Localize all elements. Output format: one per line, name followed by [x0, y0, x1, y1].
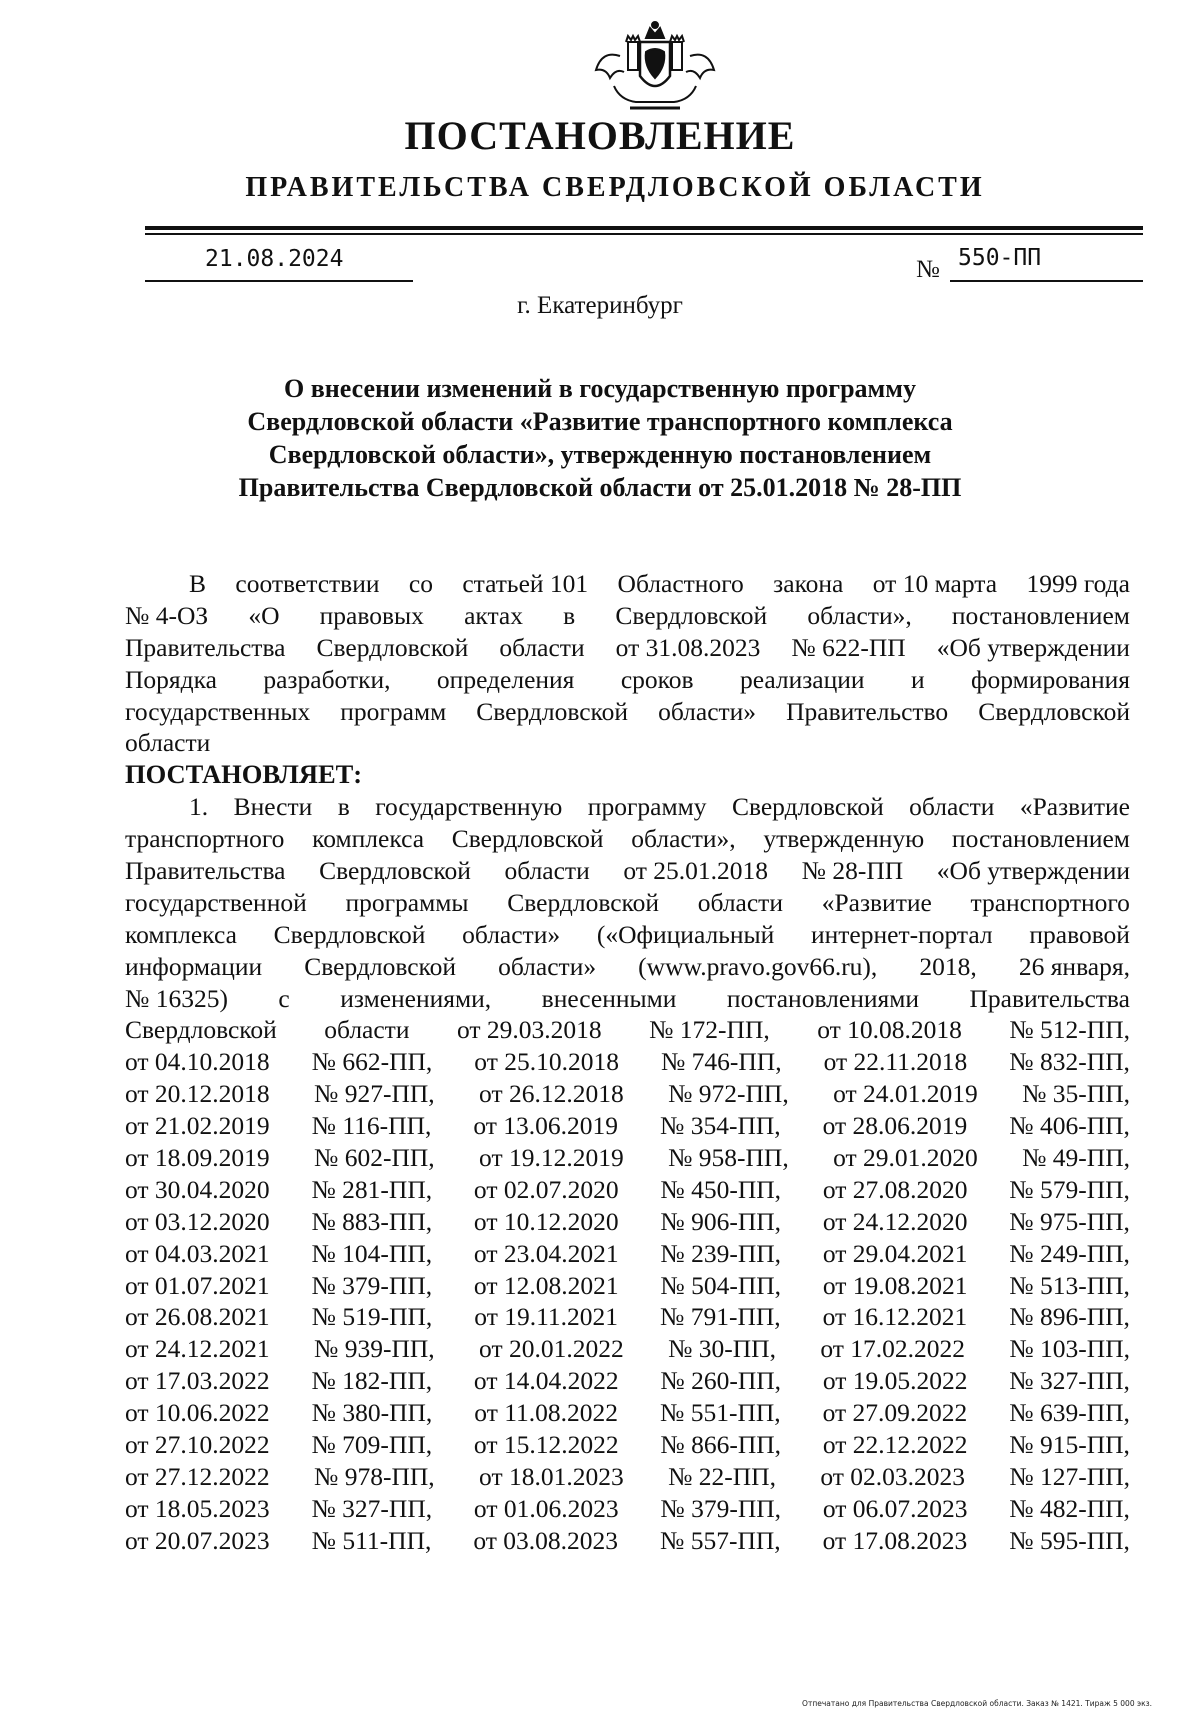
body-word: правовых: [319, 600, 424, 630]
body-word: Свердловской: [273, 919, 426, 949]
body-word: от 01.07.2021: [125, 1270, 270, 1300]
body-word: и: [910, 664, 925, 694]
body-word: от 23.04.2021: [473, 1238, 619, 1268]
body-word: сроков: [620, 664, 694, 694]
body-word: постановлением: [951, 600, 1130, 630]
body-word: «Об утверждении: [936, 856, 1130, 886]
body-word: № 327-ПП,: [1009, 1366, 1130, 1396]
body-line: [125, 823, 1130, 855]
number-sign: №: [916, 256, 940, 283]
body-word: области: [697, 887, 783, 917]
body-word: соответствии: [235, 569, 380, 598]
body-word: от 30.04.2020: [125, 1174, 270, 1204]
body-word: Свердловской: [615, 600, 768, 630]
body-word: от 17.03.2022: [125, 1366, 270, 1396]
body-word: Свердловской: [304, 951, 457, 981]
body-word: от 10 марта: [872, 569, 998, 598]
document-subtitle: ПРАВИТЕЛЬСТВА СВЕРДЛОВСКОЙ ОБЛАСТИ: [245, 172, 985, 203]
body-word: правовой: [1029, 919, 1130, 949]
body-word: области: [504, 856, 590, 886]
body-line: [125, 664, 1130, 696]
body-word: разработки,: [263, 664, 391, 694]
body-word: «Развитие: [1019, 792, 1130, 822]
header-rule-thick: [145, 226, 1143, 230]
document-city: г. Екатеринбург: [517, 292, 683, 319]
body-word: внесенными: [541, 983, 677, 1013]
body-line: [125, 1110, 1130, 1142]
body-word: № 579-ПП,: [1009, 1174, 1130, 1204]
body-word: государственную: [375, 792, 563, 822]
body-word: № 260-ПП,: [660, 1366, 782, 1396]
document-date: 21.08.2024: [205, 246, 344, 272]
body-word: 26 января,: [1018, 951, 1130, 981]
body-word: от 02.03.2023: [820, 1461, 965, 1491]
body-word: области: [125, 728, 211, 758]
body-word: от 11.08.2022: [474, 1398, 619, 1428]
body-word: № 35-ПП,: [1022, 1079, 1130, 1109]
body-word: от 27.12.2022: [125, 1461, 270, 1491]
body-word: № 504-ПП,: [660, 1270, 782, 1300]
body-line: [125, 1174, 1130, 1206]
body-word: Свердловской: [731, 792, 884, 822]
body-word: с: [278, 983, 290, 1013]
body-word: Областного: [617, 569, 744, 598]
body-word: программу: [587, 792, 707, 822]
body-word: области: [909, 792, 995, 822]
body-word: Свердловской: [316, 632, 469, 662]
body-word: от 17.08.2023: [822, 1525, 968, 1555]
body-word: в: [337, 792, 350, 822]
body-word: ПОСТАНОВЛЯЕТ:: [125, 759, 363, 790]
body-word: № 662-ПП,: [311, 1047, 433, 1077]
body-word: № 511-ПП,: [311, 1525, 432, 1555]
body-word: № 791-ПП,: [660, 1302, 781, 1332]
body-word: № 622-ПП: [791, 632, 906, 662]
body-word: со: [408, 569, 433, 598]
body-word: № 972-ПП,: [668, 1079, 789, 1109]
body-word: от 12.08.2021: [473, 1270, 619, 1300]
body-word: области»: [498, 951, 597, 981]
body-word: закона: [773, 569, 844, 598]
body-word: от 26.08.2021: [125, 1302, 270, 1332]
body-line: [125, 1493, 1130, 1525]
document-number: 550-ПП: [958, 245, 1042, 271]
body-line: [125, 919, 1130, 951]
body-line: [125, 727, 1130, 759]
body-word: № 915-ПП,: [1009, 1430, 1130, 1460]
body-word: № 513-ПП,: [1009, 1270, 1130, 1300]
body-word: актах: [464, 600, 523, 630]
body-word: области»: [462, 919, 561, 949]
body-line: [125, 855, 1130, 887]
body-word: № 958-ПП,: [668, 1143, 789, 1173]
body-word: от 06.07.2023: [822, 1493, 968, 1523]
resolution-keyword: [125, 759, 1130, 791]
body-word: интернет-портал: [811, 919, 993, 949]
body-word: № 116-ПП,: [311, 1111, 432, 1141]
body-line: [125, 791, 1130, 823]
heading-line: О внесении изменений в государственную программу: [284, 374, 916, 403]
document-title: ПОСТАНОВЛЕНИЕ: [404, 113, 796, 158]
body-word: № 239-ПП,: [660, 1238, 782, 1268]
body-line: [125, 568, 1130, 600]
body-word: № 927-ПП,: [314, 1079, 435, 1109]
body-word: от 31.08.2023: [615, 632, 761, 662]
body-line: [125, 600, 1130, 632]
body-line: [125, 1014, 1130, 1046]
body-word: от 10.06.2022: [125, 1398, 270, 1428]
body-word: № 22-ПП,: [668, 1461, 776, 1491]
body-word: № 978-ПП,: [314, 1461, 435, 1491]
body-word: от 18.05.2023: [125, 1493, 270, 1523]
body-word: от 29.03.2018: [456, 1015, 602, 1045]
body-word: утвержденную: [763, 824, 925, 854]
body-word: от 25.10.2018: [474, 1047, 619, 1077]
body-word: № 172-ПП,: [649, 1015, 770, 1045]
body-word: № 30-ПП,: [668, 1334, 776, 1364]
body-word: № 866-ПП,: [660, 1430, 782, 1460]
body-word: от 26.12.2018: [479, 1079, 624, 1109]
body-word: области: [324, 1015, 410, 1045]
body-word: постановлениями: [726, 983, 919, 1013]
body-word: от 03.08.2023: [473, 1525, 619, 1555]
body-line: [125, 983, 1130, 1015]
body-word: транспортного: [970, 887, 1130, 917]
body-word: от 14.04.2022: [473, 1366, 619, 1396]
heading-line: Свердловской области «Развитие транспортного комплекса: [247, 407, 953, 436]
body-word: № 896-ПП,: [1009, 1302, 1130, 1332]
body-word: № 595-ПП,: [1009, 1525, 1130, 1555]
body-word: от 29.04.2021: [822, 1238, 968, 1268]
body-word: от 04.03.2021: [125, 1238, 270, 1268]
body-word: № 379-ПП,: [311, 1270, 433, 1300]
date-underline: [145, 280, 413, 282]
body-word: определения: [436, 664, 575, 694]
body-word: от 19.05.2022: [822, 1366, 968, 1396]
body-word: № 939-ПП,: [314, 1334, 435, 1364]
body-word: 1.: [189, 792, 209, 822]
body-line: [125, 1429, 1130, 1461]
body-word: государственных: [125, 696, 311, 726]
body-line: [125, 887, 1130, 919]
body-word: формирования: [971, 664, 1130, 694]
body-word: № 519-ПП,: [311, 1302, 433, 1332]
body-word: изменениями,: [340, 983, 492, 1013]
body-word: 1999 года: [1026, 569, 1130, 598]
document-heading: [0, 372, 1200, 504]
body-line: [125, 1142, 1130, 1174]
body-word: «Об утверждении: [936, 632, 1130, 662]
body-word: в: [563, 600, 576, 630]
body-word: «Развитие: [821, 887, 932, 917]
body-word: № 16325): [125, 983, 228, 1013]
body-word: от 19.11.2021: [474, 1302, 619, 1332]
body-word: № 602-ПП,: [314, 1143, 435, 1173]
body-line: [125, 1238, 1130, 1270]
heading-line: Свердловской области», утвержденную постановлением: [268, 440, 932, 469]
coat-of-arms-icon: [580, 16, 730, 116]
body-word: информации: [125, 951, 263, 981]
body-word: Правительства: [125, 856, 286, 886]
body-word: реализации: [739, 664, 865, 694]
body-word: № 746-ПП,: [660, 1047, 782, 1077]
body-word: программ: [340, 696, 447, 726]
body-line: [125, 1397, 1130, 1429]
body-word: № 4-ОЗ: [125, 600, 209, 630]
body-word: Свердловской: [451, 824, 604, 854]
body-word: Свердловской: [476, 696, 629, 726]
body-word: от 04.10.2018: [125, 1047, 270, 1077]
body-line: [125, 1046, 1130, 1078]
body-word: № 406-ПП,: [1009, 1111, 1130, 1141]
body-word: № 557-ПП,: [660, 1525, 781, 1555]
body-word: № 975-ПП,: [1009, 1206, 1130, 1236]
body-word: № 709-ПП,: [311, 1430, 433, 1460]
body-word: Правительство: [786, 696, 949, 726]
body-word: от 10.08.2018: [817, 1015, 962, 1045]
number-underline: [950, 280, 1143, 282]
body-word: 2018,: [919, 951, 977, 981]
body-word: Внести: [233, 792, 313, 822]
body-word: № 551-ПП,: [660, 1398, 781, 1428]
body-word: Свердловской: [978, 696, 1130, 726]
body-word: № 639-ПП,: [1009, 1398, 1130, 1428]
body-word: от 15.12.2022: [473, 1430, 619, 1460]
body-word: Свердловской: [507, 887, 660, 917]
body-word: от 02.07.2020: [473, 1174, 619, 1204]
body-word: транспортного: [125, 824, 285, 854]
body-word: от 24.12.2020: [822, 1206, 968, 1236]
body-word: от 20.07.2023: [125, 1525, 270, 1555]
body-word: от 19.08.2021: [822, 1270, 968, 1300]
body-word: области: [499, 632, 585, 662]
body-word: «О: [248, 600, 280, 630]
body-word: Свердловской: [319, 856, 471, 886]
body-word: № 104-ПП,: [311, 1238, 433, 1268]
body-word: № 249-ПП,: [1009, 1238, 1130, 1268]
body-word: № 103-ПП,: [1009, 1334, 1130, 1364]
body-word: № 354-ПП,: [660, 1111, 781, 1141]
body-word: области»: [658, 696, 757, 726]
body-word: комплекса: [125, 919, 237, 949]
body-word: от 16.12.2021: [822, 1302, 968, 1332]
body-word: комплекса: [312, 824, 425, 854]
body-word: Свердловской: [125, 1015, 277, 1045]
body-word: государственной: [125, 887, 307, 917]
body-word: от 27.08.2020: [822, 1174, 968, 1204]
body-word: (www.pravo.gov66.ru),: [638, 951, 878, 981]
body-line: [125, 951, 1130, 983]
body-word: № 450-ПП,: [660, 1174, 782, 1204]
body-word: от 13.06.2019: [473, 1111, 619, 1141]
body-word: Порядка: [125, 664, 217, 694]
header-rule-thin: [145, 233, 1143, 235]
body-word: № 127-ПП,: [1009, 1461, 1130, 1491]
body-word: от 03.12.2020: [125, 1206, 270, 1236]
body-word: статьей 101: [462, 569, 589, 598]
body-word: от 24.01.2019: [833, 1079, 978, 1109]
body-word: области»,: [631, 824, 736, 854]
body-word: № 380-ПП,: [311, 1398, 433, 1428]
body-word: № 906-ПП,: [660, 1206, 782, 1236]
body-word: от 25.01.2018: [623, 856, 769, 886]
body-word: от 18.09.2019: [125, 1143, 270, 1173]
body-word: программы: [345, 887, 469, 917]
body-word: № 512-ПП,: [1009, 1015, 1130, 1045]
body-line: [125, 632, 1130, 664]
body-word: от 01.06.2023: [473, 1493, 619, 1523]
body-word: № 281-ПП,: [311, 1174, 433, 1204]
body-word: области»,: [807, 600, 912, 630]
body-word: от 10.12.2020: [473, 1206, 619, 1236]
body-word: («Официальный: [596, 919, 775, 949]
heading-line: Правительства Свердловской области от 25.01.2018 № 28-ПП: [238, 473, 962, 502]
body-word: № 182-ПП,: [311, 1366, 433, 1396]
body-word: от 27.09.2022: [822, 1398, 968, 1428]
body-word: № 379-ПП,: [660, 1493, 782, 1523]
body-line: [125, 1333, 1130, 1365]
body-word: постановлением: [951, 824, 1130, 854]
body-word: от 27.10.2022: [125, 1430, 270, 1460]
body-word: Правительства: [125, 632, 286, 662]
body-line: [125, 1461, 1130, 1493]
body-word: от 28.06.2019: [822, 1111, 968, 1141]
body-word: от 21.02.2019: [125, 1111, 270, 1141]
body-word: № 28-ПП: [801, 856, 904, 886]
body-line: [125, 1365, 1130, 1397]
body-word: Правительства: [969, 983, 1130, 1013]
body-word: от 20.12.2018: [125, 1079, 270, 1109]
body-line: [125, 1525, 1130, 1557]
body-word: от 22.11.2018: [823, 1047, 968, 1077]
body-word: от 24.12.2021: [125, 1334, 270, 1364]
body-word: № 327-ПП,: [311, 1493, 433, 1523]
body-word: № 482-ПП,: [1009, 1493, 1130, 1523]
body-line: [125, 1301, 1130, 1333]
body-line: [125, 1078, 1130, 1110]
body-word: № 49-ПП,: [1022, 1143, 1130, 1173]
body-word: от 29.01.2020: [833, 1143, 978, 1173]
body-word: № 883-ПП,: [311, 1206, 433, 1236]
body-line: [125, 1270, 1130, 1302]
body-word: от 17.02.2022: [820, 1334, 965, 1364]
body-word: от 22.12.2022: [822, 1430, 968, 1460]
body-word: от 19.12.2019: [479, 1143, 624, 1173]
body-word: В: [189, 569, 207, 598]
body-word: от 18.01.2023: [479, 1461, 624, 1491]
document-body: [125, 568, 1130, 1557]
print-footer: Отпечатано для Правительства Свердловской области. Заказ № 1421. Тираж 5 000 экз.: [802, 1699, 1152, 1708]
body-line: [125, 1206, 1130, 1238]
body-line: [125, 696, 1130, 728]
body-word: от 20.01.2022: [479, 1334, 624, 1364]
body-word: № 832-ПП,: [1009, 1047, 1130, 1077]
